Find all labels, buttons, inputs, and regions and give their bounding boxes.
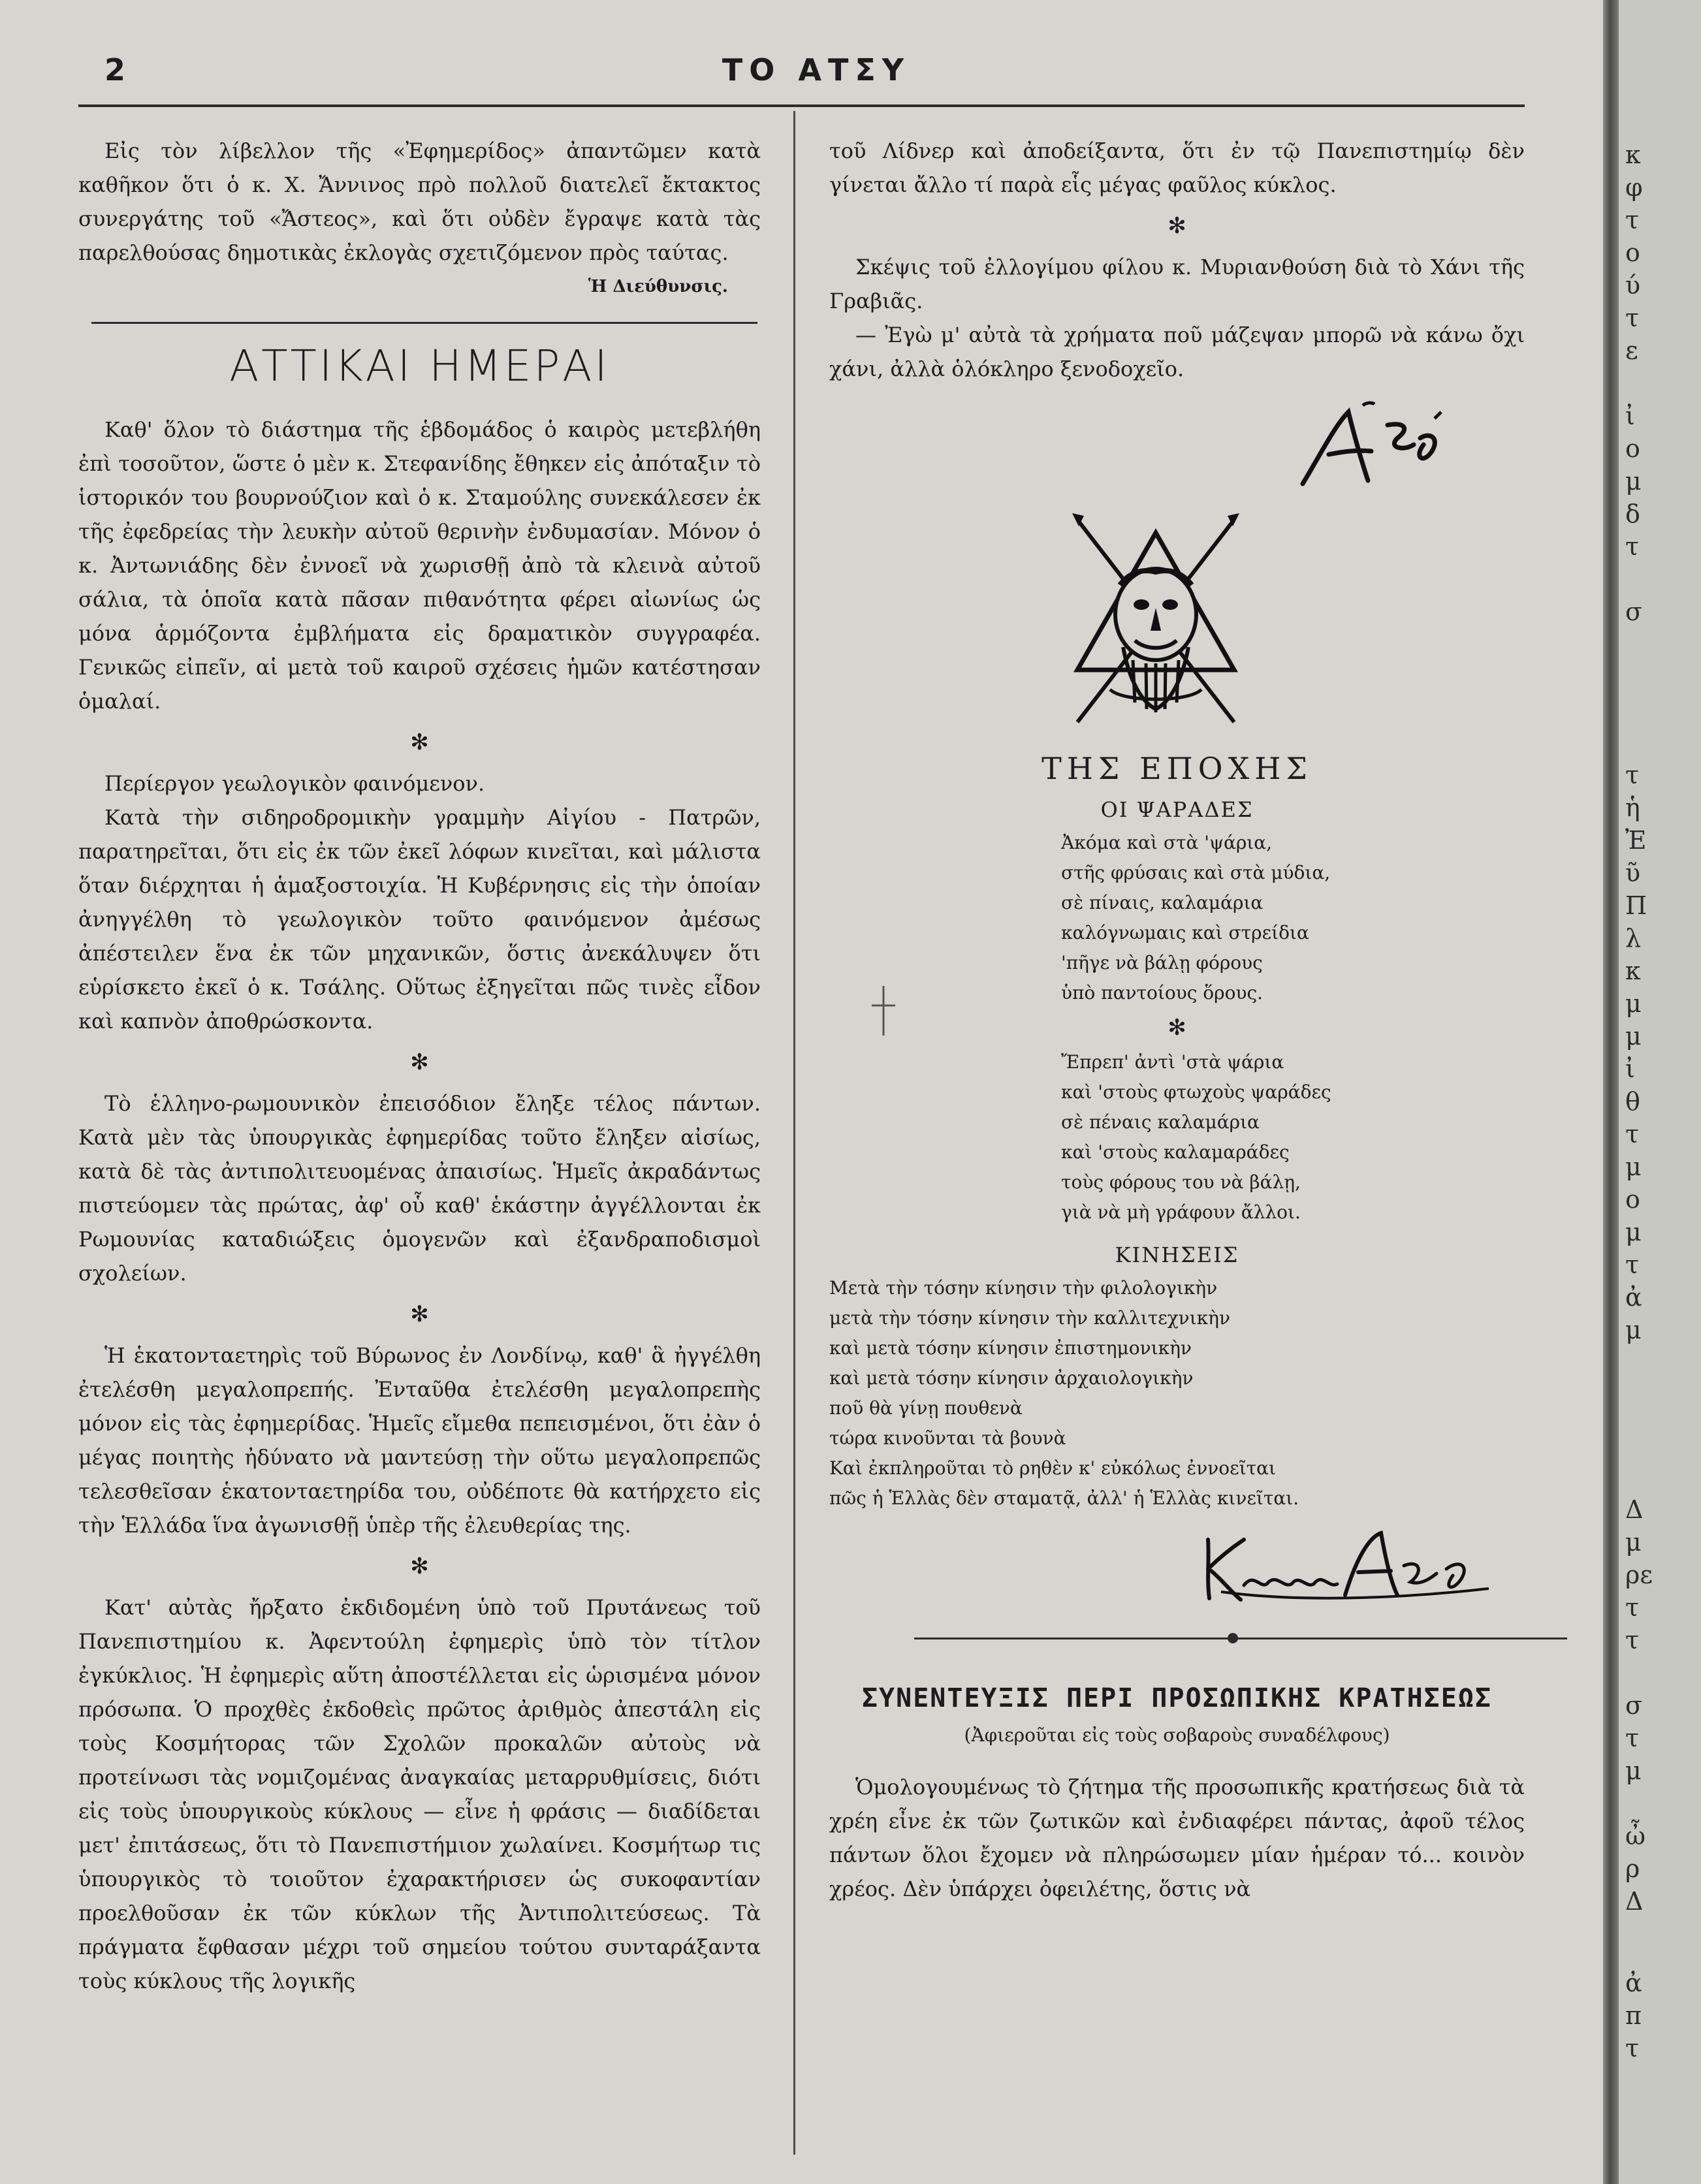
header-rule — [78, 104, 1525, 107]
satirical-mask-illustration-icon — [1058, 507, 1254, 735]
handwritten-signature-icon — [1290, 399, 1450, 494]
next-page-fragment: τ — [1625, 1250, 1640, 1279]
page-number: 2 — [104, 52, 126, 87]
next-page-fragment: ἀ — [1625, 1283, 1642, 1312]
separator-star-icon: ✻ — [410, 1301, 429, 1327]
column-divider — [793, 111, 795, 2155]
article-title: ΣΥΝΕΝΤΕΥΞΙΣ ΠΕΡΙ ΠΡΟΣΩΠΙΚΗΣ ΚΡΑΤΗΣΕΩΣ — [861, 1683, 1493, 1713]
next-page-fragment: μ — [1625, 1022, 1642, 1051]
handwritten-signature-icon — [1195, 1527, 1502, 1605]
paragraph-continuation: τοῦ Λίδνερ καὶ ἀποδείξαντα, ὅτι ἐν τῷ Πανεπιστημίῳ δὲν γίνεται ἄλλο τί παρὰ εἷς μέγας φαῦλος κύκλος. — [829, 138, 1525, 197]
next-page-fragment: Δ — [1625, 1495, 1644, 1524]
joke-line-2: — Ἐγὼ μ' αὐτὰ τὰ χρήματα ποῦ μάζεψαν μπορῶ νὰ κάνω ὄχι χάνι, ἀλλὰ ὁλόκληρο ξενοδοχεῖο. — [829, 323, 1525, 381]
next-page-fragment: μ — [1625, 1152, 1642, 1181]
poem-line: ποῦ θὰ γίνῃ πουθενὰ — [829, 1397, 1023, 1419]
next-page-fragment: μ — [1625, 1316, 1642, 1344]
next-page-fragment: ῦ — [1625, 859, 1641, 887]
next-page-fragment: τ — [1625, 1120, 1640, 1148]
next-page-edge — [1619, 0, 1701, 2184]
separator-star-icon: ✻ — [410, 1049, 429, 1075]
pencil-cross-mark-icon — [872, 986, 895, 1036]
poem-line: καὶ 'στοὺς φτωχοὺς ψαράδες — [1061, 1081, 1331, 1103]
next-page-fragment: μ — [1625, 1528, 1642, 1557]
poem-1-stanza-1 — [1061, 828, 1525, 1008]
next-page-fragment: μ — [1625, 989, 1642, 1018]
separator-star-icon: ✻ — [1168, 213, 1186, 239]
editorial-signature: Ἡ Διεύθυνσις. — [588, 277, 728, 296]
next-page-fragment: δ — [1625, 499, 1640, 528]
poem-line: τοὺς φόρους του νὰ βάλῃ, — [1061, 1171, 1301, 1193]
next-page-fragment: μ — [1625, 1756, 1642, 1785]
next-page-fragment: ε — [1625, 336, 1638, 365]
poem-line: σὲ πέναις καλαμάρια — [1061, 1111, 1260, 1133]
next-page-fragment: φ — [1625, 173, 1643, 202]
next-page-fragment: τ — [1625, 304, 1640, 332]
next-page-fragment: σ — [1625, 1691, 1642, 1720]
next-page-fragment: μ — [1625, 467, 1642, 496]
poem-line: καλόγνωμαις καὶ στρείδια — [1061, 922, 1309, 943]
poem-line: Μετὰ τὴν τόσην κίνησιν τὴν φιλολογικὴν — [829, 1277, 1218, 1299]
poem-line: ὑπὸ παντοίους ὅρους. — [1061, 982, 1264, 1004]
next-page-fragment: κ — [1625, 957, 1641, 985]
next-page-fragment: ρε — [1625, 1560, 1653, 1589]
illustration-block — [829, 494, 1525, 742]
next-page-fragment: τ — [1625, 1626, 1640, 1654]
next-page-fragment: λ — [1625, 924, 1642, 953]
poem-2 — [829, 1273, 1525, 1513]
next-page-fragment: ρ — [1625, 1854, 1640, 1883]
signature-block-2 — [829, 1513, 1525, 1611]
next-page-fragment: Δ — [1625, 1887, 1644, 1916]
next-page-fragment: π — [1625, 2001, 1642, 2030]
next-page-fragment: σ — [1625, 597, 1642, 626]
next-page-fragment: ἰ — [1625, 1054, 1635, 1083]
divider-dot — [1228, 1633, 1238, 1643]
signature-block-1 — [829, 386, 1525, 494]
section-title: ΑΤΤΙΚΑΙ ΗΜΕΡΑΙ — [229, 341, 610, 391]
paragraph-romania: Τὸ ἑλληνο-ρωμουνικὸν ἐπεισόδιον ἔληξε τέλος πάντων. Κατὰ μὲν τὰς ὑπουργικὰς ἐφημερίδας τοῦτο ἔληξεν αἰσίως, κατὰ δὲ τὰς ἀντιπολιτευομένας ἀπαισίως. Ἡμεῖς ἀκραδάντως πιστεύομεν τὰς πρώτας, ἀφ' οὗ καθ' ἑκάστην ἀγγέλλονται ἐκ Ρωμουνίας καταδιώξεις ὁμογενῶν καὶ ἐξανδραποδισμοὶ σχολείων. — [78, 1091, 761, 1286]
poem-2-title: ΚΙΝΗΣΕΙΣ — [1115, 1242, 1239, 1267]
next-page-fragment: ο — [1625, 1185, 1640, 1214]
paragraph-university: Κατ' αὐτὰς ἤρξατο ἐκδιδομένη ὑπὸ τοῦ Πρυτάνεως τοῦ Πανεπιστημίου κ. Ἀφεντούλη ἐφημερὶς ὑπὸ τὸν τίτλον ἐγκύκλιος. Ἡ ἐφημερὶς αὕτη ἀποστέλλεται εἰς ὡρισμένα μόνον πρόσωπα. Ὁ προχθὲς ἐκδοθεὶς πρῶτος ἀριθμὸς ἀπεστάλη εἰς τοὺς Κοσμήτορας τῶν Σχολῶν προκαλῶν αὐτοὺς νὰ προτείνωσι τὰς νομιζομένας ἀναγκαίας μεταρρυθμίσεις, διότι εἰς τοὺς ὑπουργικοὺς κύκλους — εἶνε ἡ φράσις — διαδίδεται μετ' ἐπιτάσεως, ὅτι τὸ Πανεπιστήμιον χωλαίνει. Κοσμήτωρ τις ὑπουργικὸς τὸ τοιοῦτον ἐχαρακτήρισεν ὡς συκοφαντίαν προελθοῦσαν ἐκ τῶν κύκλων τῆς Ἀντιπολιτεύσεως. Τὰ πράγματα ἔφθασαν μέχρι τοῦ σημείου τούτου συνταράξαντα τοὺς κύκλους τῆς λογικῆς — [78, 1595, 761, 1993]
poem-line: γιὰ νὰ μὴ γράφουν ἄλλοι. — [1061, 1201, 1301, 1223]
article-body: Ὁμολογουμένως τὸ ζήτημα τῆς προσωπικῆς κρατήσεως διὰ τὰ χρέη εἶνε ἐκ τῶν ζωτικῶν καὶ ἐνδιαφέρει πάντας, ἀφοῦ τέλος πάντων ὅλοι ἔχομεν νὰ πληρώσωμεν μίαν ἡμέραν τό... κοινὸν χρέος. Δὲν ὑπάρχει ὀφειλέτης, ὅστις νὰ — [829, 1775, 1525, 1901]
next-page-fragment: τ — [1625, 206, 1640, 234]
newspaper-title: ΤΟ ΑΤΣΥ — [722, 52, 911, 87]
poem-line: καὶ μετὰ τόσην κίνησιν ἐπιστημονικὴν — [829, 1337, 1192, 1359]
poem-line: Καὶ ἐκπληροῦται τὸ ρηθὲν κ' εὐκόλως ἐννοεῖται — [829, 1457, 1276, 1479]
next-page-fragment: τ — [1625, 1593, 1640, 1622]
next-page-fragment: μ — [1625, 1218, 1642, 1246]
separator-star-icon: ✻ — [410, 1553, 429, 1579]
next-page-fragment: Π — [1625, 891, 1647, 920]
poem-line: καὶ 'στοὺς καλαμαράδες — [1061, 1141, 1290, 1163]
right-column — [829, 134, 1525, 1906]
next-page-fragment: ο — [1625, 434, 1640, 463]
paragraph-byron: Ἡ ἑκατονταετηρὶς τοῦ Βύρωνος ἐν Λονδίνῳ, καθ' ἃ ἠγγέλθη ἐτελέσθη μεγαλοπρεπής. Ἐνταῦθα ἐτελέσθη μεγαλοπρεπὴς μόνον εἰς τὰς ἐφημερίδας. Ἡμεῖς εἴμεθα πεπεισμένοι, ὅτι ἐὰν ὁ μέγας ποιητὴς ἠδύνατο νὰ μαντεύσῃ τὴν οὕτω μεγαλοπρεπῶς τελεσθεῖσαν ἑκατονταετηρίδα του, οὐδέποτε θὰ κατήρχετο εἰς τὴν Ἑλλάδα ἵνα ἀγωνισθῇ ὑπὲρ τῆς ἐλευθερίας της. — [78, 1343, 761, 1538]
left-column — [78, 134, 761, 1998]
next-page-fragment: κ — [1625, 140, 1641, 169]
page-gutter — [1603, 0, 1619, 2184]
poem-line: καὶ μετὰ τόσην κίνησιν ἀρχαιολογικὴν — [829, 1367, 1194, 1389]
poem-line: πῶς ἡ Ἑλλὰς δὲν σταματᾷ, ἀλλ' ἡ Ἑλλὰς κινεῖται. — [829, 1487, 1299, 1509]
poem-section-title: ΤΗΣ ΕΠΟΧΗΣ — [1041, 751, 1312, 786]
poem-1-stanza-2 — [1061, 1047, 1525, 1227]
poem-1-title: ΟΙ ΨΑΡΑΔΕΣ — [1100, 797, 1254, 822]
next-page-fragment: ύ — [1625, 271, 1641, 300]
article-divider — [914, 1638, 1567, 1639]
next-page-fragment: τ — [1625, 532, 1640, 561]
poem-line: στῆς φρύσαις καὶ στὰ μύδια, — [1061, 862, 1331, 883]
poem-line: σὲ πίναις, καλαμάρια — [1061, 892, 1264, 913]
next-page-fragment: ἰ — [1625, 402, 1635, 430]
next-page-fragment: ἀ — [1625, 1969, 1642, 1997]
paragraph-geology-lead: Περίεργον γεωλογικὸν φαινόμενον. — [104, 771, 485, 796]
next-page-fragment: τ — [1625, 1724, 1640, 1752]
separator-star-icon: ✻ — [410, 729, 429, 755]
poem-line: Ἀκόμα καὶ στὰ 'ψάρια, — [1061, 832, 1273, 853]
next-page-fragment: ο — [1625, 238, 1640, 267]
next-page-fragment: τ — [1625, 761, 1640, 789]
article-subtitle: (Ἀφιεροῦται εἰς τοὺς σοβαροὺς συναδέλφους) — [964, 1724, 1390, 1746]
next-page-fragment: ἡ — [1625, 793, 1640, 822]
separator-star-icon: ✻ — [1168, 1015, 1186, 1041]
paragraph-weather: Καθ' ὅλον τὸ διάστημα τῆς ἑβδομάδος ὁ καιρὸς μετεβλήθη ἐπὶ τοσοῦτον, ὥστε ὁ μὲν κ. Στεφανίδης ἔθηκεν εἰς ἀπόταξιν τὸ ἱστορικόν του βουρνούζιον καὶ ὁ κ. Σταμούλης συνεκάλεσεν ἐκ τῆς ἐφεδρείας τὴν λευκὴν αὐτοῦ θερινὴν ἐνδυμασίαν. Μόνον ὁ κ. Ἀντωνιάδης δὲν ἐννοεῖ νὰ χωρισθῇ ἀπὸ τὰ κλεινὰ αὐτοῦ σάλια, τὰ ὁποῖα κατὰ πᾶσαν πιθανότητα φέρει αἰωνίως ὡς μόνα ἁρμόζοντα ἐμβλήματα εἰς δραματικὸν συγγραφέα. Γενικῶς εἰπεῖν, αἱ μετὰ τοῦ καιροῦ σχέσεις ἡμῶν κατέστησαν ὁμαλαί. — [78, 417, 761, 714]
next-page-fragment: ὦ — [1625, 1822, 1645, 1850]
poem-line: Ἔπρεπ' ἀντὶ 'στὰ ψάρια — [1061, 1051, 1284, 1073]
paragraph-geology: Κατὰ τὴν σιδηροδρομικὴν γραμμὴν Αἰγίου - Πατρῶν, παρατηρεῖται, ὅτι εἰς ἐκ τῶν ἐκεῖ λόφων κινεῖται, καὶ μάλιστα ὅταν διέρχηται ἡ ἁμαξοστοιχία. Ἡ Κυβέρνησις εἰς τὴν ὁποίαν ἀνηγγέλθη τὸ γεωλογικὸν τοῦτο φαινόμενον ἀμέσως ἀπέστειλεν ἕνα ἐκ τῶν μηχανικῶν, ὅστις ἀνεκάλυψεν ὅτι εὑρίσκετο ἐκεῖ ὁ κ. Τσάλης. Οὕτως ἐξηγεῖται πῶς τινὲς εἶδον καὶ καπνὸν ἀποθρώσκοντα. — [78, 805, 761, 1034]
next-page-fragment: θ — [1625, 1087, 1640, 1116]
editorial-note: Εἰς τὸν λίβελλον τῆς «Ἐφημερίδος» ἀπαντῶμεν κατὰ καθῆκον ὅτι ὁ κ. Χ. Ἄννινος πρὸ πολλοῦ διατελεῖ ἔκτακτος συνεργάτης τοῦ «Ἄστεος», καὶ ὅτι οὐδὲν ἔγραψε κατὰ τὰς παρελθούσας δημοτικὰς ἐκλογὰς σχετιζόμενον πρὸς ταύτας. — [78, 138, 761, 265]
poem-line: μετὰ τὴν τόσην κίνησιν τὴν καλλιτεχνικὴν — [829, 1307, 1230, 1329]
poem-line: τώρα κινοῦνται τὰ βουνὰ — [829, 1427, 1066, 1449]
joke-line-1: Σκέψις τοῦ ἐλλογίμου φίλου κ. Μυριανθούση διὰ τὸ Χάνι τῆς Γραβιᾶς. — [829, 255, 1525, 313]
section-rule — [91, 322, 757, 324]
next-page-fragment: Ἐ — [1625, 826, 1647, 855]
next-page-fragment: τ — [1625, 2034, 1640, 2063]
poem-line: 'πῆγε νὰ βάλῃ φόρους — [1061, 952, 1263, 973]
